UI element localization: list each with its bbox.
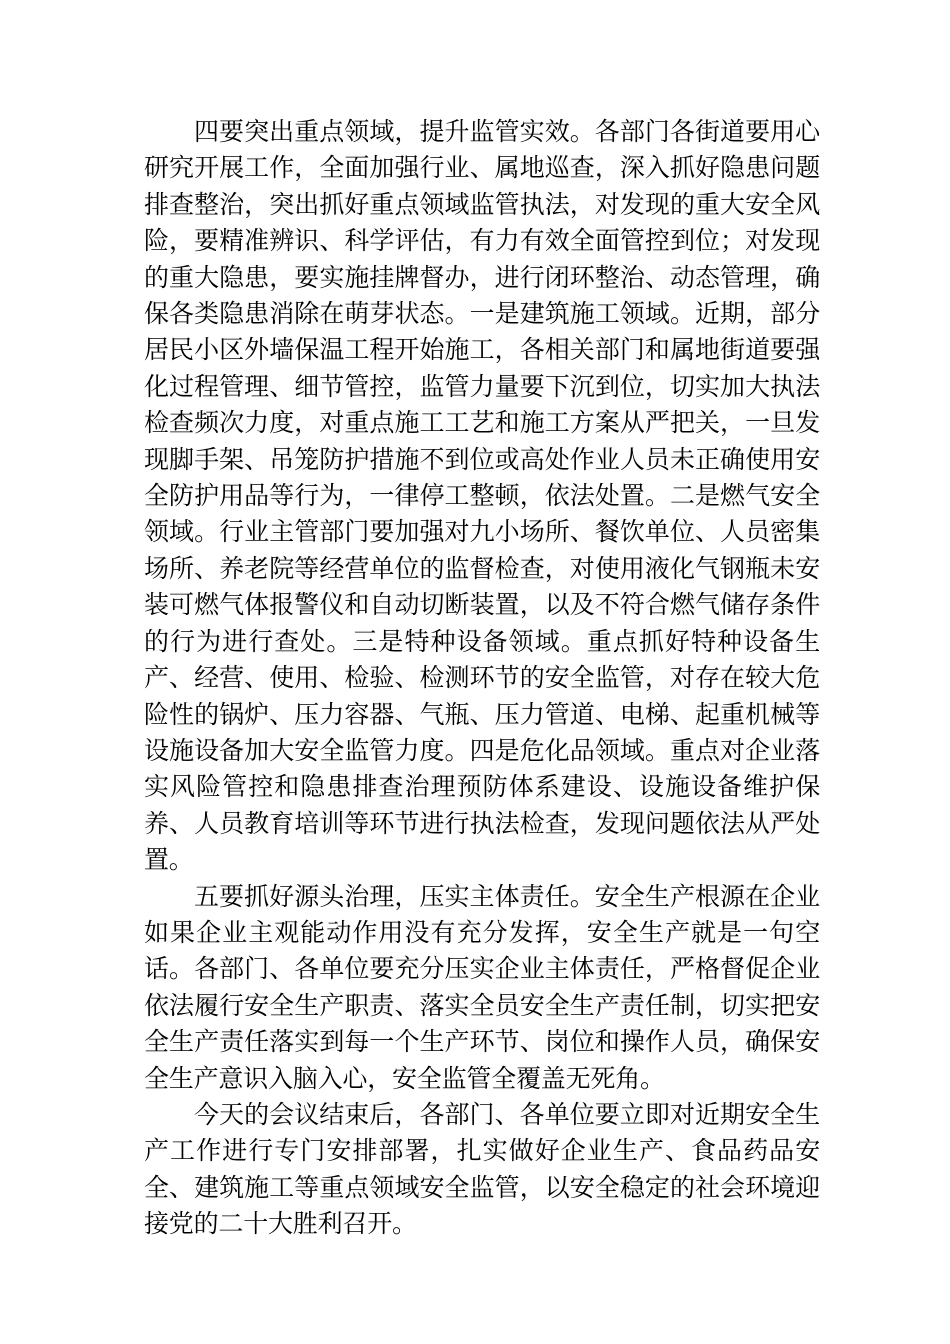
paragraph-source-governance: 五要抓好源头治理，压实主体责任。安全生产根源在企业如果企业主观能动作用没有充分发挥，安全生产就是一句空话。各部门、各单位要充分压实企业主体责任，严格督促企业依法履行安全生产职责、落实全员安全生产责任制，切实把安全生产责任落实到每一个生产环节、岗位和操作人员，确保安全生产意识入脑入心，安全监管全覆盖无死角。: [144, 881, 820, 1093]
paragraph-meeting-conclusion: 今天的会议结束后，各部门、各单位要立即对近期安全生产工作进行专门安排部署，扎实做好企业生产、食品药品安全、建筑施工等重点领域安全监管，以安全稳定的社会环境迎接党的二十大胜利召开。: [144, 1099, 820, 1239]
paragraph-key-areas-supervision: 四要突出重点领域，提升监管实效。各部门各街道要用心研究开展工作，全面加强行业、属地巡查，深入抓好隐患问题排查整治，突出抓好重点领域监管执法，对发现的重大安全风险，要精准辨识、科学评估，有力有效全面管控到位；对发现的重大隐患，要实施挂牌督办，进行闭环整治、动态管理，确保各类隐患消除在萌芽状态。一是建筑施工领域。近期，部分居民小区外墙保温工程开始施工，各相关部门和属地街道要强化过程管理、细节管控，监管力量要下沉到位，切实加大执法检查频次力度，对重点施工工艺和施工方案从严把关，一旦发现脚手架、吊笼防护措施不到位或高处作业人员未正确使用安全防护用品等行为，一律停工整顿，依法处置。二是燃气安全领域。行业主管部门要加强对九小场所、餐饮单位、人员密集场所、养老院等经营单位的监督检查，对使用液化气钢瓶未安装可燃气体报警仪和自动切断装置，以及不符合燃气储存条件的行为进行查处。三是特种设备领域。重点抓好特种设备生产、经营、使用、检验、检测环节的安全监管，对存在较大危险性的锅炉、压力容器、气瓶、压力管道、电梯、起重机械等设施设备加大安全监管力度。四是危化品领域。重点对企业落实风险管控和隐患排查治理预防体系建设、设施设备维护保养、人员教育培训等环节进行执法检查，发现问题依法从严处置。: [144, 117, 820, 875]
document-body: [144, 114, 820, 1243]
